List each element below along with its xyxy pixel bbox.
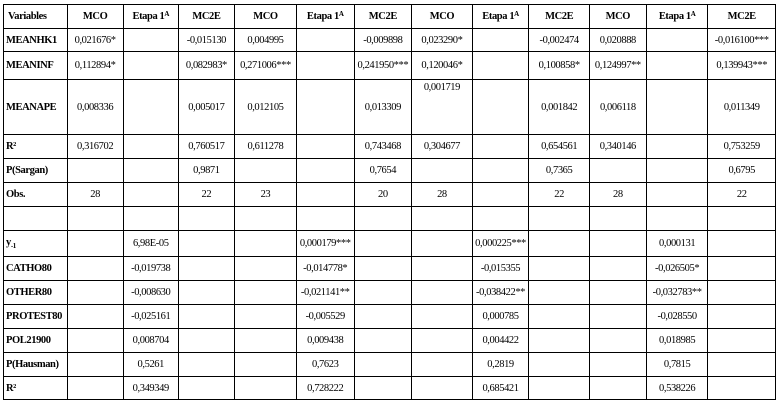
table-cell xyxy=(296,29,354,52)
table-cell xyxy=(123,159,178,183)
table-cell: 28 xyxy=(589,183,646,207)
header-col-8: Etapa $1^A$ xyxy=(472,5,529,29)
table-row xyxy=(4,207,776,231)
table-cell xyxy=(354,257,412,281)
table-row xyxy=(4,183,776,207)
table-cell: 0,7654 xyxy=(354,159,412,183)
header-col-9: MC2E xyxy=(529,5,589,29)
table-cell xyxy=(472,52,529,80)
table-row xyxy=(4,377,776,400)
table-cell xyxy=(296,183,354,207)
etapa-superscript: A xyxy=(690,10,696,18)
table-cell xyxy=(472,135,529,159)
table-cell: 0,001719 xyxy=(412,80,472,135)
table-cell: 0,012105 xyxy=(234,80,296,135)
table-cell: 0,2819 xyxy=(472,353,529,377)
table-cell: 0,004422 xyxy=(472,329,529,353)
table-cell xyxy=(354,231,412,257)
table-cell xyxy=(178,353,234,377)
table-cell xyxy=(708,377,776,400)
table-cell: 0,7815 xyxy=(646,353,708,377)
table-cell xyxy=(178,305,234,329)
table-cell xyxy=(708,257,776,281)
table-cell: -0,032783** xyxy=(646,281,708,305)
table-cell: 0,9871 xyxy=(178,159,234,183)
table-cell xyxy=(412,329,472,353)
table-cell: 0,760517 xyxy=(178,135,234,159)
table-cell: 0,000131 xyxy=(646,231,708,257)
table-cell: 20 xyxy=(354,183,412,207)
table-cell: 0,139943*** xyxy=(708,52,776,80)
table-row xyxy=(4,257,776,281)
row-label: POL21900 xyxy=(4,329,68,353)
etapa-superscript: A xyxy=(338,10,344,18)
table-cell: 0,005017 xyxy=(178,80,234,135)
table-cell xyxy=(234,305,296,329)
regression-table xyxy=(3,4,776,400)
table-cell xyxy=(354,207,412,231)
etapa-superscript: A xyxy=(164,10,170,18)
table-cell xyxy=(646,135,708,159)
header-col-6: MC2E xyxy=(354,5,412,29)
table-cell: 0,7623 xyxy=(296,353,354,377)
table-cell xyxy=(646,183,708,207)
table-cell: 0,743468 xyxy=(354,135,412,159)
header-col-5: Etapa $1^A$ xyxy=(296,5,354,29)
table-cell xyxy=(67,329,123,353)
table-cell xyxy=(529,231,589,257)
table-cell: -0,026505* xyxy=(646,257,708,281)
row-label: PROTEST80 xyxy=(4,305,68,329)
table-cell: 22 xyxy=(708,183,776,207)
table-cell: 0,082983* xyxy=(178,52,234,80)
table-cell xyxy=(589,281,646,305)
header-col-11: Etapa $1^A$ xyxy=(646,5,708,29)
row-label: P(Hausman) xyxy=(4,353,68,377)
table-cell: 0,004995 xyxy=(234,29,296,52)
row-label: MEANINF xyxy=(4,52,68,80)
table-cell: 0,340146 xyxy=(589,135,646,159)
table-cell xyxy=(412,231,472,257)
table-cell: 0,023290* xyxy=(412,29,472,52)
table-cell xyxy=(296,207,354,231)
table-cell: 0,011349 xyxy=(708,80,776,135)
table-cell xyxy=(529,207,589,231)
table-cell: 0,008336 xyxy=(67,80,123,135)
row-label: Obs. xyxy=(4,183,68,207)
header-col-2: Etapa $1^A$ xyxy=(123,5,178,29)
table-cell xyxy=(234,281,296,305)
table-cell: 0,000225*** xyxy=(472,231,529,257)
table-cell xyxy=(67,231,123,257)
table-cell: 0,013309 xyxy=(354,80,412,135)
table-cell xyxy=(123,52,178,80)
table-cell xyxy=(234,377,296,400)
table-row xyxy=(4,353,776,377)
table-cell: 0,000785 xyxy=(472,305,529,329)
table-cell: 0,349349 xyxy=(123,377,178,400)
table-cell xyxy=(589,207,646,231)
table-cell: 0,611278 xyxy=(234,135,296,159)
table-cell: 0,5261 xyxy=(123,353,178,377)
table-cell: -0,014778* xyxy=(296,257,354,281)
table-cell xyxy=(708,305,776,329)
table-cell xyxy=(589,329,646,353)
table-cell xyxy=(708,231,776,257)
table-cell xyxy=(234,257,296,281)
table-cell xyxy=(67,159,123,183)
header-col-3: MC2E xyxy=(178,5,234,29)
table-cell xyxy=(708,329,776,353)
table-cell: 0,753259 xyxy=(708,135,776,159)
table-cell xyxy=(296,80,354,135)
table-cell: -0,015130 xyxy=(178,29,234,52)
table-cell xyxy=(234,159,296,183)
table-cell: 0,728222 xyxy=(296,377,354,400)
table-cell xyxy=(123,29,178,52)
table-row xyxy=(4,29,776,52)
table-cell: 22 xyxy=(178,183,234,207)
table-cell: 0,120046* xyxy=(412,52,472,80)
table-cell xyxy=(296,159,354,183)
table-cell xyxy=(529,257,589,281)
table-cell: 0,006118 xyxy=(589,80,646,135)
table-cell xyxy=(234,353,296,377)
table-cell: -0,038422** xyxy=(472,281,529,305)
table-cell xyxy=(412,353,472,377)
table-row xyxy=(4,52,776,80)
row-label: CATHO80 xyxy=(4,257,68,281)
table-cell xyxy=(529,305,589,329)
table-cell: -0,009898 xyxy=(354,29,412,52)
row-label: OTHER80 xyxy=(4,281,68,305)
header-col-10: MCO xyxy=(589,5,646,29)
table-cell xyxy=(412,281,472,305)
table-cell xyxy=(412,257,472,281)
header-row xyxy=(4,5,776,29)
table-cell xyxy=(589,231,646,257)
header-col-12: MC2E xyxy=(708,5,776,29)
table-cell: 28 xyxy=(412,183,472,207)
table-cell xyxy=(234,329,296,353)
row-label: R² xyxy=(4,135,68,159)
table-cell xyxy=(589,159,646,183)
table-cell xyxy=(354,377,412,400)
header-col-4: MCO xyxy=(234,5,296,29)
table-cell: 0,304677 xyxy=(412,135,472,159)
table-cell xyxy=(646,80,708,135)
row-label: MEANHK1 xyxy=(4,29,68,52)
table-cell xyxy=(412,305,472,329)
table-cell: -0,016100*** xyxy=(708,29,776,52)
table-cell: 0,124997** xyxy=(589,52,646,80)
table-cell xyxy=(529,329,589,353)
table-row xyxy=(4,159,776,183)
table-cell: -0,028550 xyxy=(646,305,708,329)
table-cell: -0,015355 xyxy=(472,257,529,281)
table-cell: 0,000179*** xyxy=(296,231,354,257)
table-cell: -0,025161 xyxy=(123,305,178,329)
table-cell xyxy=(178,207,234,231)
table-cell: 0,018985 xyxy=(646,329,708,353)
table-cell: 0,100858* xyxy=(529,52,589,80)
table-cell xyxy=(646,52,708,80)
table-cell: 0,009438 xyxy=(296,329,354,353)
table-cell xyxy=(412,207,472,231)
table-cell: 0,271006*** xyxy=(234,52,296,80)
table-cell xyxy=(412,377,472,400)
table-cell: 0,021676* xyxy=(67,29,123,52)
table-cell xyxy=(296,135,354,159)
table-cell: 0,316702 xyxy=(67,135,123,159)
row-label: $y_{-1}$ xyxy=(4,231,68,257)
table-cell xyxy=(123,80,178,135)
table-cell xyxy=(472,207,529,231)
table-cell xyxy=(472,29,529,52)
table-cell xyxy=(708,281,776,305)
table-cell xyxy=(646,159,708,183)
table-cell xyxy=(178,231,234,257)
table-cell: 0,001842 xyxy=(529,80,589,135)
table-cell xyxy=(529,353,589,377)
table-cell xyxy=(708,353,776,377)
table-cell: -0,002474 xyxy=(529,29,589,52)
table-cell xyxy=(178,377,234,400)
table-cell xyxy=(708,207,776,231)
table-cell xyxy=(234,231,296,257)
table-row xyxy=(4,135,776,159)
header-col-1: MCO xyxy=(67,5,123,29)
row-label xyxy=(4,207,68,231)
table-cell xyxy=(354,329,412,353)
table-cell xyxy=(234,207,296,231)
table-cell xyxy=(529,377,589,400)
table-cell xyxy=(67,281,123,305)
table-cell xyxy=(178,281,234,305)
table-cell xyxy=(123,183,178,207)
table-row xyxy=(4,80,776,135)
table-cell xyxy=(178,257,234,281)
table-cell xyxy=(646,207,708,231)
table-cell xyxy=(646,29,708,52)
row-label: P(Sargan) xyxy=(4,159,68,183)
table-row xyxy=(4,329,776,353)
table-cell: 28 xyxy=(67,183,123,207)
table-cell xyxy=(296,52,354,80)
header-variables: Variables xyxy=(4,5,68,29)
table-cell: 0,241950*** xyxy=(354,52,412,80)
table-cell: 0,538226 xyxy=(646,377,708,400)
table-row xyxy=(4,305,776,329)
table-row xyxy=(4,231,776,257)
table-cell xyxy=(412,159,472,183)
table-cell xyxy=(123,135,178,159)
table-cell: 22 xyxy=(529,183,589,207)
table-cell xyxy=(67,353,123,377)
table-cell xyxy=(67,377,123,400)
table-cell xyxy=(67,207,123,231)
table-cell xyxy=(123,207,178,231)
table-cell: 0,654561 xyxy=(529,135,589,159)
table-cell: 0,020888 xyxy=(589,29,646,52)
table-cell xyxy=(472,183,529,207)
table-cell: -0,019738 xyxy=(123,257,178,281)
table-cell: -0,005529 xyxy=(296,305,354,329)
table-cell xyxy=(589,305,646,329)
table-cell xyxy=(354,353,412,377)
table-cell xyxy=(354,305,412,329)
table-cell: 0,685421 xyxy=(472,377,529,400)
table-cell xyxy=(529,281,589,305)
row-label: R² xyxy=(4,377,68,400)
table-cell: 0,7365 xyxy=(529,159,589,183)
table-cell xyxy=(589,257,646,281)
table-cell xyxy=(472,159,529,183)
table-cell xyxy=(67,257,123,281)
etapa-superscript: A xyxy=(514,10,519,18)
table-cell: 6,98E-05 xyxy=(123,231,178,257)
table-cell xyxy=(589,377,646,400)
row-label: MEANAPE xyxy=(4,80,68,135)
table-cell xyxy=(589,353,646,377)
table-cell: 0,6795 xyxy=(708,159,776,183)
table-row xyxy=(4,281,776,305)
table-cell: 0,008704 xyxy=(123,329,178,353)
table-cell xyxy=(354,281,412,305)
table-cell xyxy=(67,305,123,329)
table-cell: 0,112894* xyxy=(67,52,123,80)
table-cell xyxy=(178,329,234,353)
table-cell: -0,021141** xyxy=(296,281,354,305)
table-cell: 23 xyxy=(234,183,296,207)
header-col-7: MCO xyxy=(412,5,472,29)
table-cell: -0,008630 xyxy=(123,281,178,305)
table-cell xyxy=(472,80,529,135)
